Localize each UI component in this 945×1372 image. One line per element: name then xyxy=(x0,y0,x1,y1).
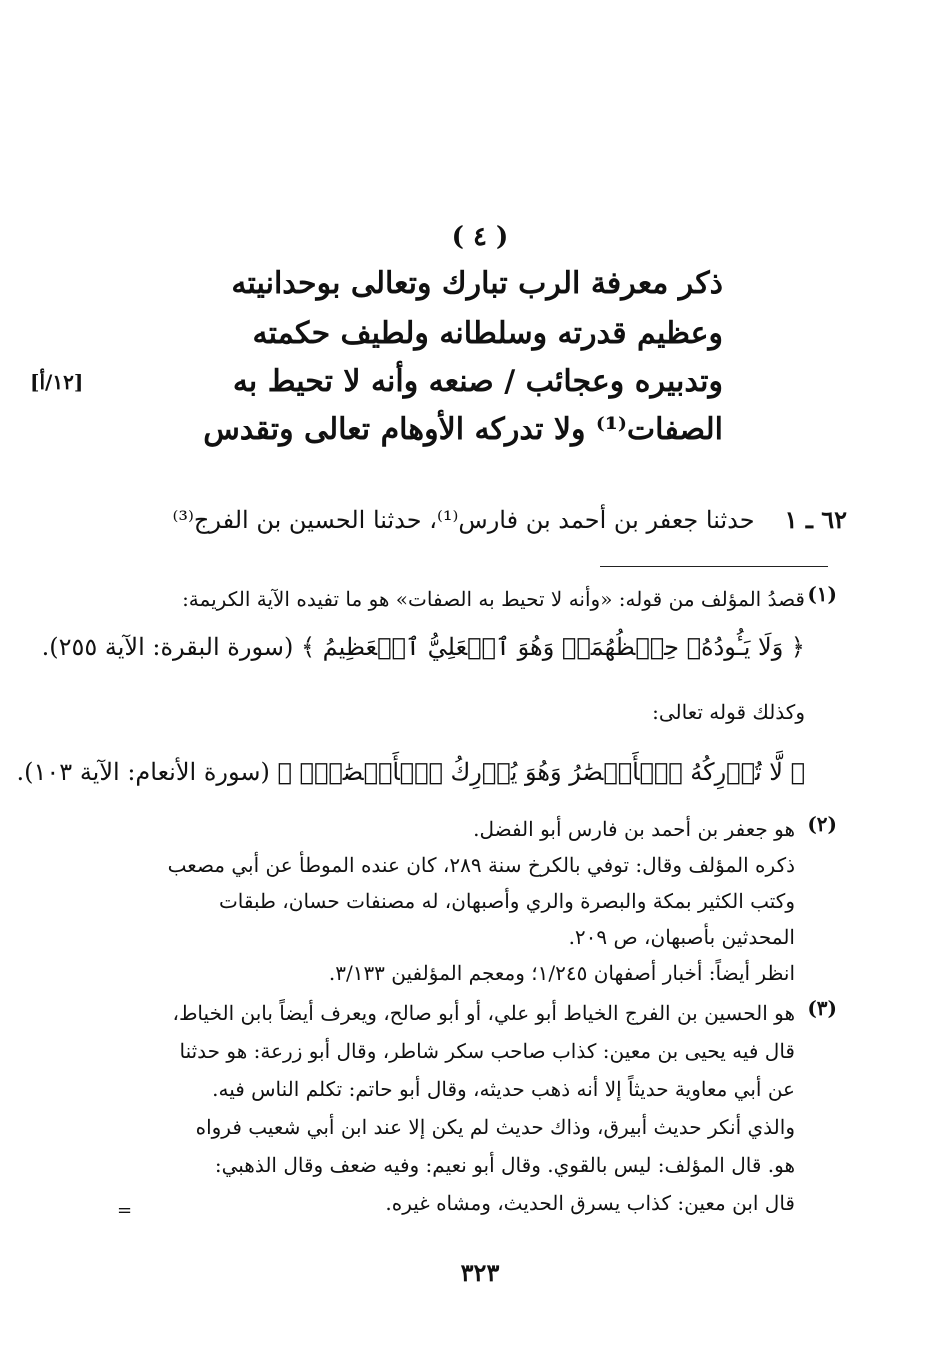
chapter-title-line-1: ذكر معرفة الرب تبارك وتعالى بوحدانيته xyxy=(231,266,723,301)
footnote-2-line-4: المحدثين بأصبهان، ص ٢٠٩. xyxy=(568,925,795,949)
continuation-mark: = xyxy=(117,1200,133,1221)
hadith-text: حدثنا جعفر بن أحمد بن فارس⁽¹⁾، حدثنا الحسين بن الفرج⁽³⁾ xyxy=(172,506,755,534)
footnote-1-quran-2: ﴿ لَّا تُدۡرِكُهُ ٱلۡأَبۡصَٰرُ وَهُوَ يُدۡرِكُ ٱلۡأَبۡصَٰرَۖ ﴾ (سورة الأنعام: الآية ١٠٣). xyxy=(16,758,805,786)
hadith-number: ٦٢ ـ ١ xyxy=(784,505,847,534)
footnote-3-line-3: عن أبي معاوية حديثاً إلا أنه ذهب حديثه، وقال أبو حاتم: تكلم الناس فيه. xyxy=(212,1077,795,1101)
footnote-1-mark: (١) xyxy=(807,582,837,606)
footnote-2-mark: (٢) xyxy=(807,812,837,836)
footnote-2-line-3: وكتب الكثير بمكة والبصرة والري وأصبهان، له مصنفات حسان، طبقات xyxy=(218,889,795,913)
footnote-3-line-2: قال فيه يحيى بن معين: كذاب صاحب سكر شاطر، وقال أبو زرعة: هو حدثنا xyxy=(179,1039,795,1063)
footnote-divider xyxy=(600,566,828,567)
footnote-3-line-4: والذي أنكر حديث أبيرق، وذاك حديث لم يكن إلا عند ابن أبي شعيب فرواه xyxy=(195,1115,795,1139)
manuscript-folio-ref: [١٢/أ] xyxy=(30,370,84,394)
footnote-3-line-1: هو الحسين بن الفرج الخياط أبو علي، أو أبو صالح، ويعرف أيضاً بابن الخياط، xyxy=(172,1001,795,1025)
footnote-3-line-5: هو. قال المؤلف: ليس بالقوي. وقال أبو نعيم: وفيه ضعف وقال الذهبي: xyxy=(214,1153,795,1177)
footnote-2-line-2: ذكره المؤلف وقال: توفي بالكرخ سنة ٢٨٩، كان عنده الموطأ عن أبي مصعب xyxy=(167,853,795,877)
footnote-2-line-1: هو جعفر بن أحمد بن فارس أبو الفضل. xyxy=(473,817,795,841)
footnote-1-line-3: وكذلك قوله تعالى: xyxy=(652,700,805,724)
footnote-2-line-5: انظر أيضاً: أخبار أصفهان ١/٢٤٥؛ ومعجم المؤلفين ٣/١٣٣. xyxy=(328,961,795,985)
page-number: ٣٢٣ xyxy=(460,1258,500,1287)
footnote-3-line-6: قال ابن معين: كذاب يسرق الحديث، ومشاه غيره. xyxy=(385,1191,795,1215)
footnote-3-mark: (٣) xyxy=(807,996,837,1020)
chapter-title-line-4: الصفات⁽¹⁾ ولا تدركه الأوهام تعالى وتقدس xyxy=(203,412,723,447)
chapter-title-line-3: وتدبيره وعجائب / صنعه وأنه لا تحيط به xyxy=(232,364,723,399)
footnote-1-line-1: قصدُ المؤلف من قوله: «وأنه لا تحيط به الصفات» هو ما تفيده الآية الكريمة: xyxy=(182,587,805,611)
chapter-number: ( ٤ ) xyxy=(451,222,509,252)
chapter-title-line-2: وعظيم قدرته وسلطانه ولطيف حكمته xyxy=(252,316,723,351)
hadith-entry xyxy=(127,505,847,534)
footnote-1-quran-1: ﴿ وَلَا يَـُٔودُهُۥ حِفۡظُهُمَاۚ وَهُوَ ٱلۡعَلِيُّ ٱلۡعَظِيمُ ﴾ (سورة البقرة: الآية ٢٥٥). xyxy=(41,633,805,661)
